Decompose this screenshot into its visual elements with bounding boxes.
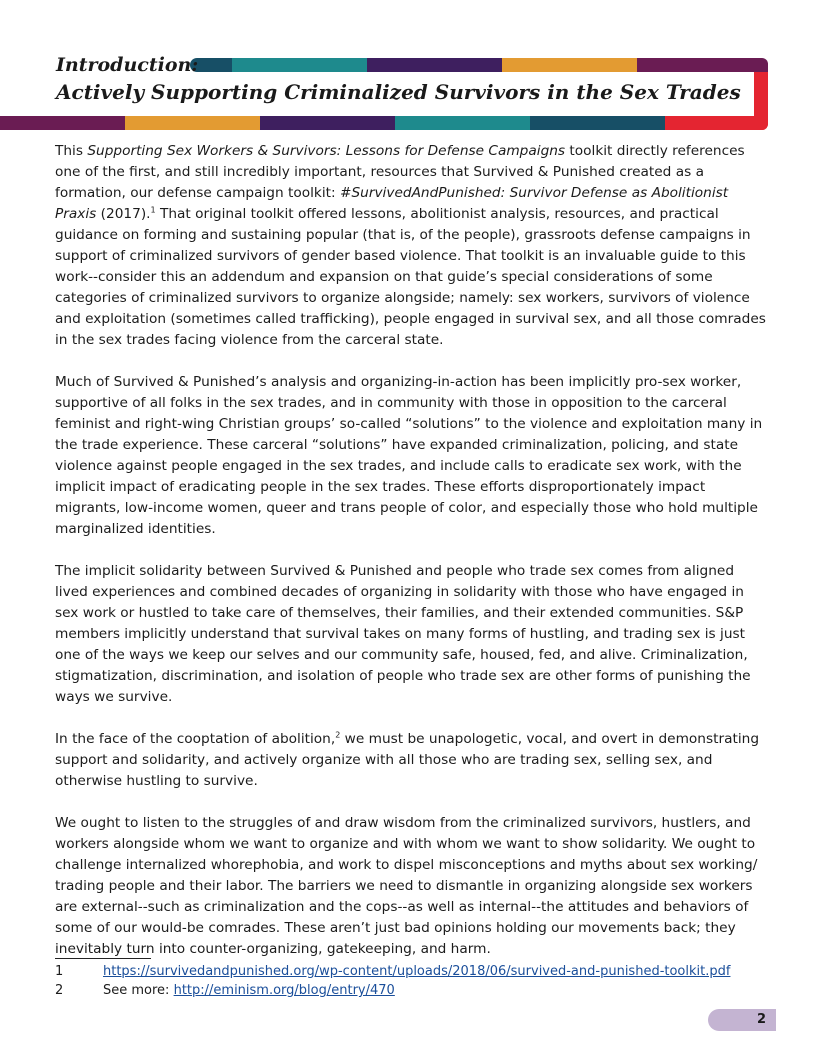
- footnote-ref-1[interactable]: 1: [150, 205, 156, 215]
- p1-text-f: That original toolkit offered lessons, abolitionist analysis, resources, and practical guidance on forming and sustaining popular (that is, of the people), grassroots defense campaigns in support of criminalized survivors of gender based violence. That toolkit is an invaluable guide to this work--consider this an addendum and expansion on that guide’s special considerations of some categories of criminalized survivors to organize alongside; namely: sex workers, survivors of violence and exploitation (sometimes called trafficking), people engaged in survival sex, and all those comrades in the sex trades facing violence from the carceral state.: [55, 206, 766, 348]
- p1-toolkit-title: Supporting Sex Workers & Survivors: Lessons for Defense Campaigns: [87, 143, 566, 159]
- header-bar-gold-bottom: [125, 116, 260, 130]
- footnote-prefix: See more:: [103, 983, 174, 998]
- header-bar-purple-top: [367, 58, 502, 72]
- p1-text-e: (2017).: [96, 206, 151, 222]
- header-bar-plum-top: [637, 58, 768, 72]
- paragraph-5: We ought to listen to the struggles of and draw wisdom from the criminalized survivors, hustlers, and workers alongside whom we want to organize and with whom we want to show solidarity. We ought to challenge internalized whorephobia, and work to dispel misconceptions and myths about sex working/ trading people and their labor. The barriers we need to dismantle in organizing alongside sex workers are external--such as criminalization and the cops--as well as internal--the attitudes and behaviors of some of our would-be comrades. These aren’t just bad opinions holding our movements back; they inevitably turn into counter-organizing, gatekeeping, and harm.: [55, 815, 758, 957]
- header-bar-teal-bottom: [395, 116, 530, 130]
- page-header: [0, 0, 816, 140]
- footnote-number: 2: [55, 983, 64, 998]
- paragraph-4: [55, 729, 767, 792]
- p1-original-toolkit-title: #SurvivedAndPunished: Survivor Defense as Abolitionist Praxis: [55, 185, 729, 222]
- header-bar-dark-teal-bottom: [530, 116, 665, 130]
- p1-text-a: This: [55, 143, 88, 159]
- header-bar-purple-bottom: [260, 116, 395, 130]
- header-bar-plum-bottom: [0, 116, 125, 130]
- p4-text-a: In the face of the cooptation of abolition,: [55, 731, 336, 747]
- footnote-number: 1: [55, 964, 64, 979]
- footnote-divider: [55, 958, 151, 959]
- p1-text-c: toolkit directly references one of the first, and still incredibly important, resources that Survived & Punished created as a formation, our defense campaign toolkit:: [55, 143, 745, 201]
- header-bar-teal-top: [232, 58, 367, 72]
- footnote-1: [55, 963, 730, 981]
- header-bar-gold-top: [502, 58, 637, 72]
- paragraph-1: [55, 141, 767, 351]
- footnote-link[interactable]: http://eminism.org/blog/entry/470: [173, 983, 395, 998]
- page-title-line-1: Introduction:: [56, 54, 199, 76]
- paragraph-2: Much of Survived & Punished’s analysis and organizing-in-action has been implicitly pro-sex worker, supportive of all folks in the sex trades, and in community with those in opposition to the carceral feminist and right-wing Christian groups’ so-called “solutions” to the violence and exploitation many in the trade experience. These carceral “solutions” have expanded criminalization, policing, and state violence against people engaged in the sex trades, and include calls to eradicate sex work, with the implicit impact of eradicating people in the sex trades. These efforts disproportionately impact migrants, low-income women, queer and trans people of color, and especially those who hold multiple marginalized identities.: [55, 374, 763, 537]
- page-title-line-2: Actively Supporting Criminalized Survivors in the Sex Trades: [56, 80, 741, 104]
- body-text: [55, 141, 767, 960]
- header-bar-red-bottom: [665, 116, 768, 130]
- page-number: 2: [708, 1009, 776, 1031]
- footnote-link[interactable]: https://survivedandpunished.org/wp-content/uploads/2018/06/survived-and-punished-toolkit.pdf: [103, 964, 731, 979]
- footnote-ref-2[interactable]: 2: [335, 730, 341, 740]
- paragraph-3: The implicit solidarity between Survived & Punished and people who trade sex comes from aligned lived experiences and combined decades of organizing in solidarity with those who have engaged in sex work or hustled to take care of themselves, their families, and their extended communities. S&P members implicitly understand that survival takes on many forms of hustling, and trading sex is just one of the ways we keep our selves and our community safe, housed, fed, and alive. Criminalization, stigmatization, discrimination, and isolation of people who trade sex are other forms of punishing the ways we survive.: [55, 563, 751, 705]
- p4-text-b: we must be unapologetic, vocal, and overt in demonstrating support and solidarity, and actively organize with all those who are trading sex, selling sex, and otherwise hustling to survive.: [55, 731, 760, 789]
- footnote-2: [55, 982, 395, 1000]
